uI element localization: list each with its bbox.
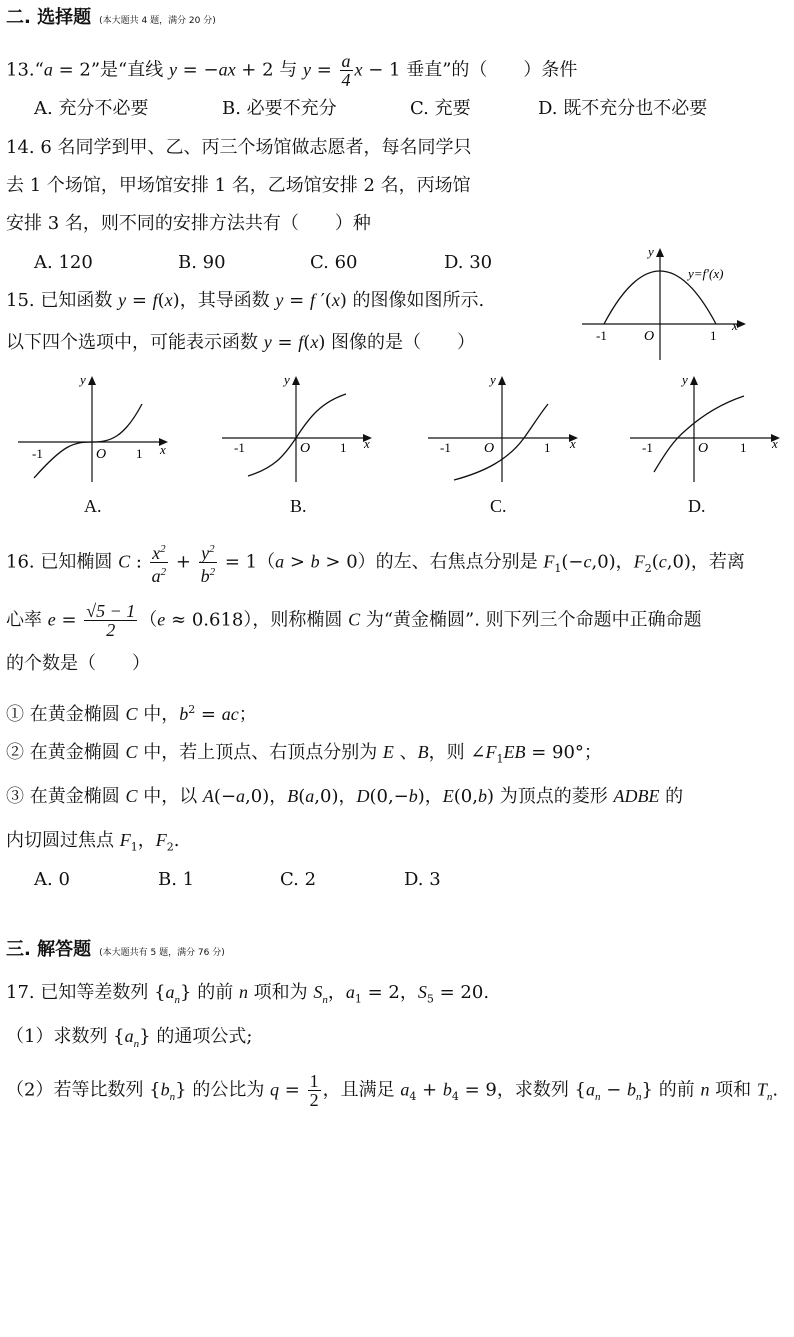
question-number: 15. (6, 290, 35, 311)
q13-option-c[interactable]: C. 充要 (410, 98, 471, 119)
axis-x-label: x (364, 436, 370, 451)
origin-label: O (698, 441, 709, 456)
q13-option-a[interactable]: A. 充分不必要 (34, 98, 149, 119)
q16-statement-3-cont: 内切圆过焦点 $F_1$，$F_2$. (6, 830, 180, 854)
axis-x-label: x (570, 436, 576, 451)
neg-one-label: -1 (234, 440, 245, 455)
origin-label: O (96, 447, 107, 462)
section-note: (本大题共 4 题，满分 20 分) (99, 16, 216, 26)
neg-one-label: -1 (440, 440, 451, 455)
q14-option-d[interactable]: D. 30 (444, 252, 493, 273)
q14-option-a[interactable]: A. 120 (34, 252, 93, 273)
question-16-line-1: 16. 已知椭圆 C : $\frac{x^2}{a^2}$ + $\frac{y^2}{b^2}$ = 1（a > b > 0）的左、右焦点分别是 $F_1(-c,0)$，$F_2(c,0)$，若离 (6, 540, 745, 585)
pos-one-label: 1 (340, 440, 347, 455)
axis-y-label: y (682, 372, 688, 387)
q16-option-d[interactable]: D. 3 (404, 869, 441, 890)
neg-one-label: -1 (32, 446, 43, 461)
q13-option-d[interactable]: D. 既不充分也不必要 (538, 98, 708, 119)
section-title: 二. 选择题 (6, 7, 92, 28)
q17-part-1: （1）求数列 $\{a_n\}$ 的通项公式; (6, 1026, 253, 1050)
q17-part-2: （2）若等比数列 $\{b_n\}$ 的公比为 q = $\frac{1}{2}$ ，且满足 $a_4 + b_4 = 9$，求数列 $\{a_n - b_n\}$ 的前 n 项和 $T_n$. (6, 1071, 779, 1110)
option-d-graph[interactable] (626, 368, 786, 484)
option-c-graph[interactable] (424, 368, 584, 484)
section-note: (本大题共有 5 题，满分 76 分) (99, 948, 225, 958)
question-16-line-2: 心率 e = $\frac{√5 - 1}{2}$ （e ≈ 0.618），则称椭圆 C 为“黄金椭圆”. 则下列三个命题中正确命题 (6, 601, 702, 640)
pos-one-label: 1 (136, 446, 143, 461)
pos-one-label: 1 (544, 440, 551, 455)
option-a-caption[interactable]: A. (84, 496, 102, 516)
axis-y-label: y (284, 372, 290, 387)
q16-statement-2: ② 在黄金椭圆 C 中，若上顶点、右顶点分别为 E 、B，则 $\angle F_1EB = 90^\circ$； (6, 742, 602, 766)
section-title: 三. 解答题 (6, 939, 92, 960)
question-13-stem: 13.“a = 2”是“直线 y = −ax + 2 与 y = $\frac{a}{4}$ x − 1 垂直”的（ ）条件 (6, 51, 578, 90)
q13-option-b[interactable]: B. 必要不充分 (222, 98, 337, 119)
axis-x-label: x (732, 318, 738, 333)
derivative-graph (580, 240, 760, 364)
option-b-graph[interactable] (218, 368, 378, 484)
origin-label: O (644, 329, 655, 344)
curve-label: y=f′(x) (688, 266, 724, 281)
q16-option-b[interactable]: B. 1 (158, 869, 195, 890)
section-3-header (6, 938, 225, 965)
axis-x-label: x (160, 442, 166, 457)
axis-x-label: x (772, 436, 778, 451)
pos-one-label: 1 (710, 328, 717, 343)
option-c-caption[interactable]: C. (490, 496, 507, 516)
question-14-line-1: 14. 6 名同学到甲、乙、丙三个场馆做志愿者，每名同学只 (6, 137, 472, 158)
option-a-graph[interactable] (14, 368, 174, 484)
neg-one-label: -1 (642, 440, 653, 455)
neg-one-label: -1 (596, 328, 607, 343)
origin-label: O (300, 441, 311, 456)
origin-label: O (484, 441, 495, 456)
q16-option-c[interactable]: C. 2 (280, 869, 317, 890)
pos-one-label: 1 (740, 440, 747, 455)
question-16-line-3: 的个数是（ ） (6, 653, 150, 674)
question-17-stem: 17. 已知等差数列 $\{a_n\}$ 的前 n 项和为 $S_n$，$a_1 = 2$，$S_5 = 20$. (6, 982, 490, 1006)
section-2-header (6, 6, 216, 33)
question-15-line-1: 15. 已知函数 y = f(x)，其导函数 y = f ′(x) 的图像如图所示. (6, 290, 485, 311)
axis-y-label: y (80, 372, 86, 387)
question-number: 13. (6, 59, 35, 81)
axis-y-label: y (490, 372, 496, 387)
question-number: 17. (6, 982, 35, 1003)
q16-statement-1: ① 在黄金椭圆 C 中，$b^2$ = ac； (6, 703, 257, 725)
axis-y-label: y (648, 244, 654, 259)
q14-option-c[interactable]: C. 60 (310, 252, 358, 273)
question-14-line-2: 去 1 个场馆，甲场馆安排 1 名，乙场馆安排 2 名，丙场馆 (6, 175, 471, 196)
q16-option-a[interactable]: A. 0 (34, 869, 70, 890)
question-15-line-2: 以下四个选项中，可能表示函数 y = f(x) 图像的是（ ） (6, 332, 476, 353)
option-b-caption[interactable]: B. (290, 496, 307, 516)
option-d-caption[interactable]: D. (688, 496, 706, 516)
question-14-line-3: 安排 3 名，则不同的安排方法共有（ ）种 (6, 213, 371, 234)
question-number: 16. (6, 551, 35, 573)
q14-option-b[interactable]: B. 90 (178, 252, 226, 273)
q16-statement-3: ③ 在黄金椭圆 C 中，以 A(−a,0)，B(a,0)，D(0,−b)，E(0,b) 为顶点的菱形 ADBE 的 (6, 786, 684, 807)
